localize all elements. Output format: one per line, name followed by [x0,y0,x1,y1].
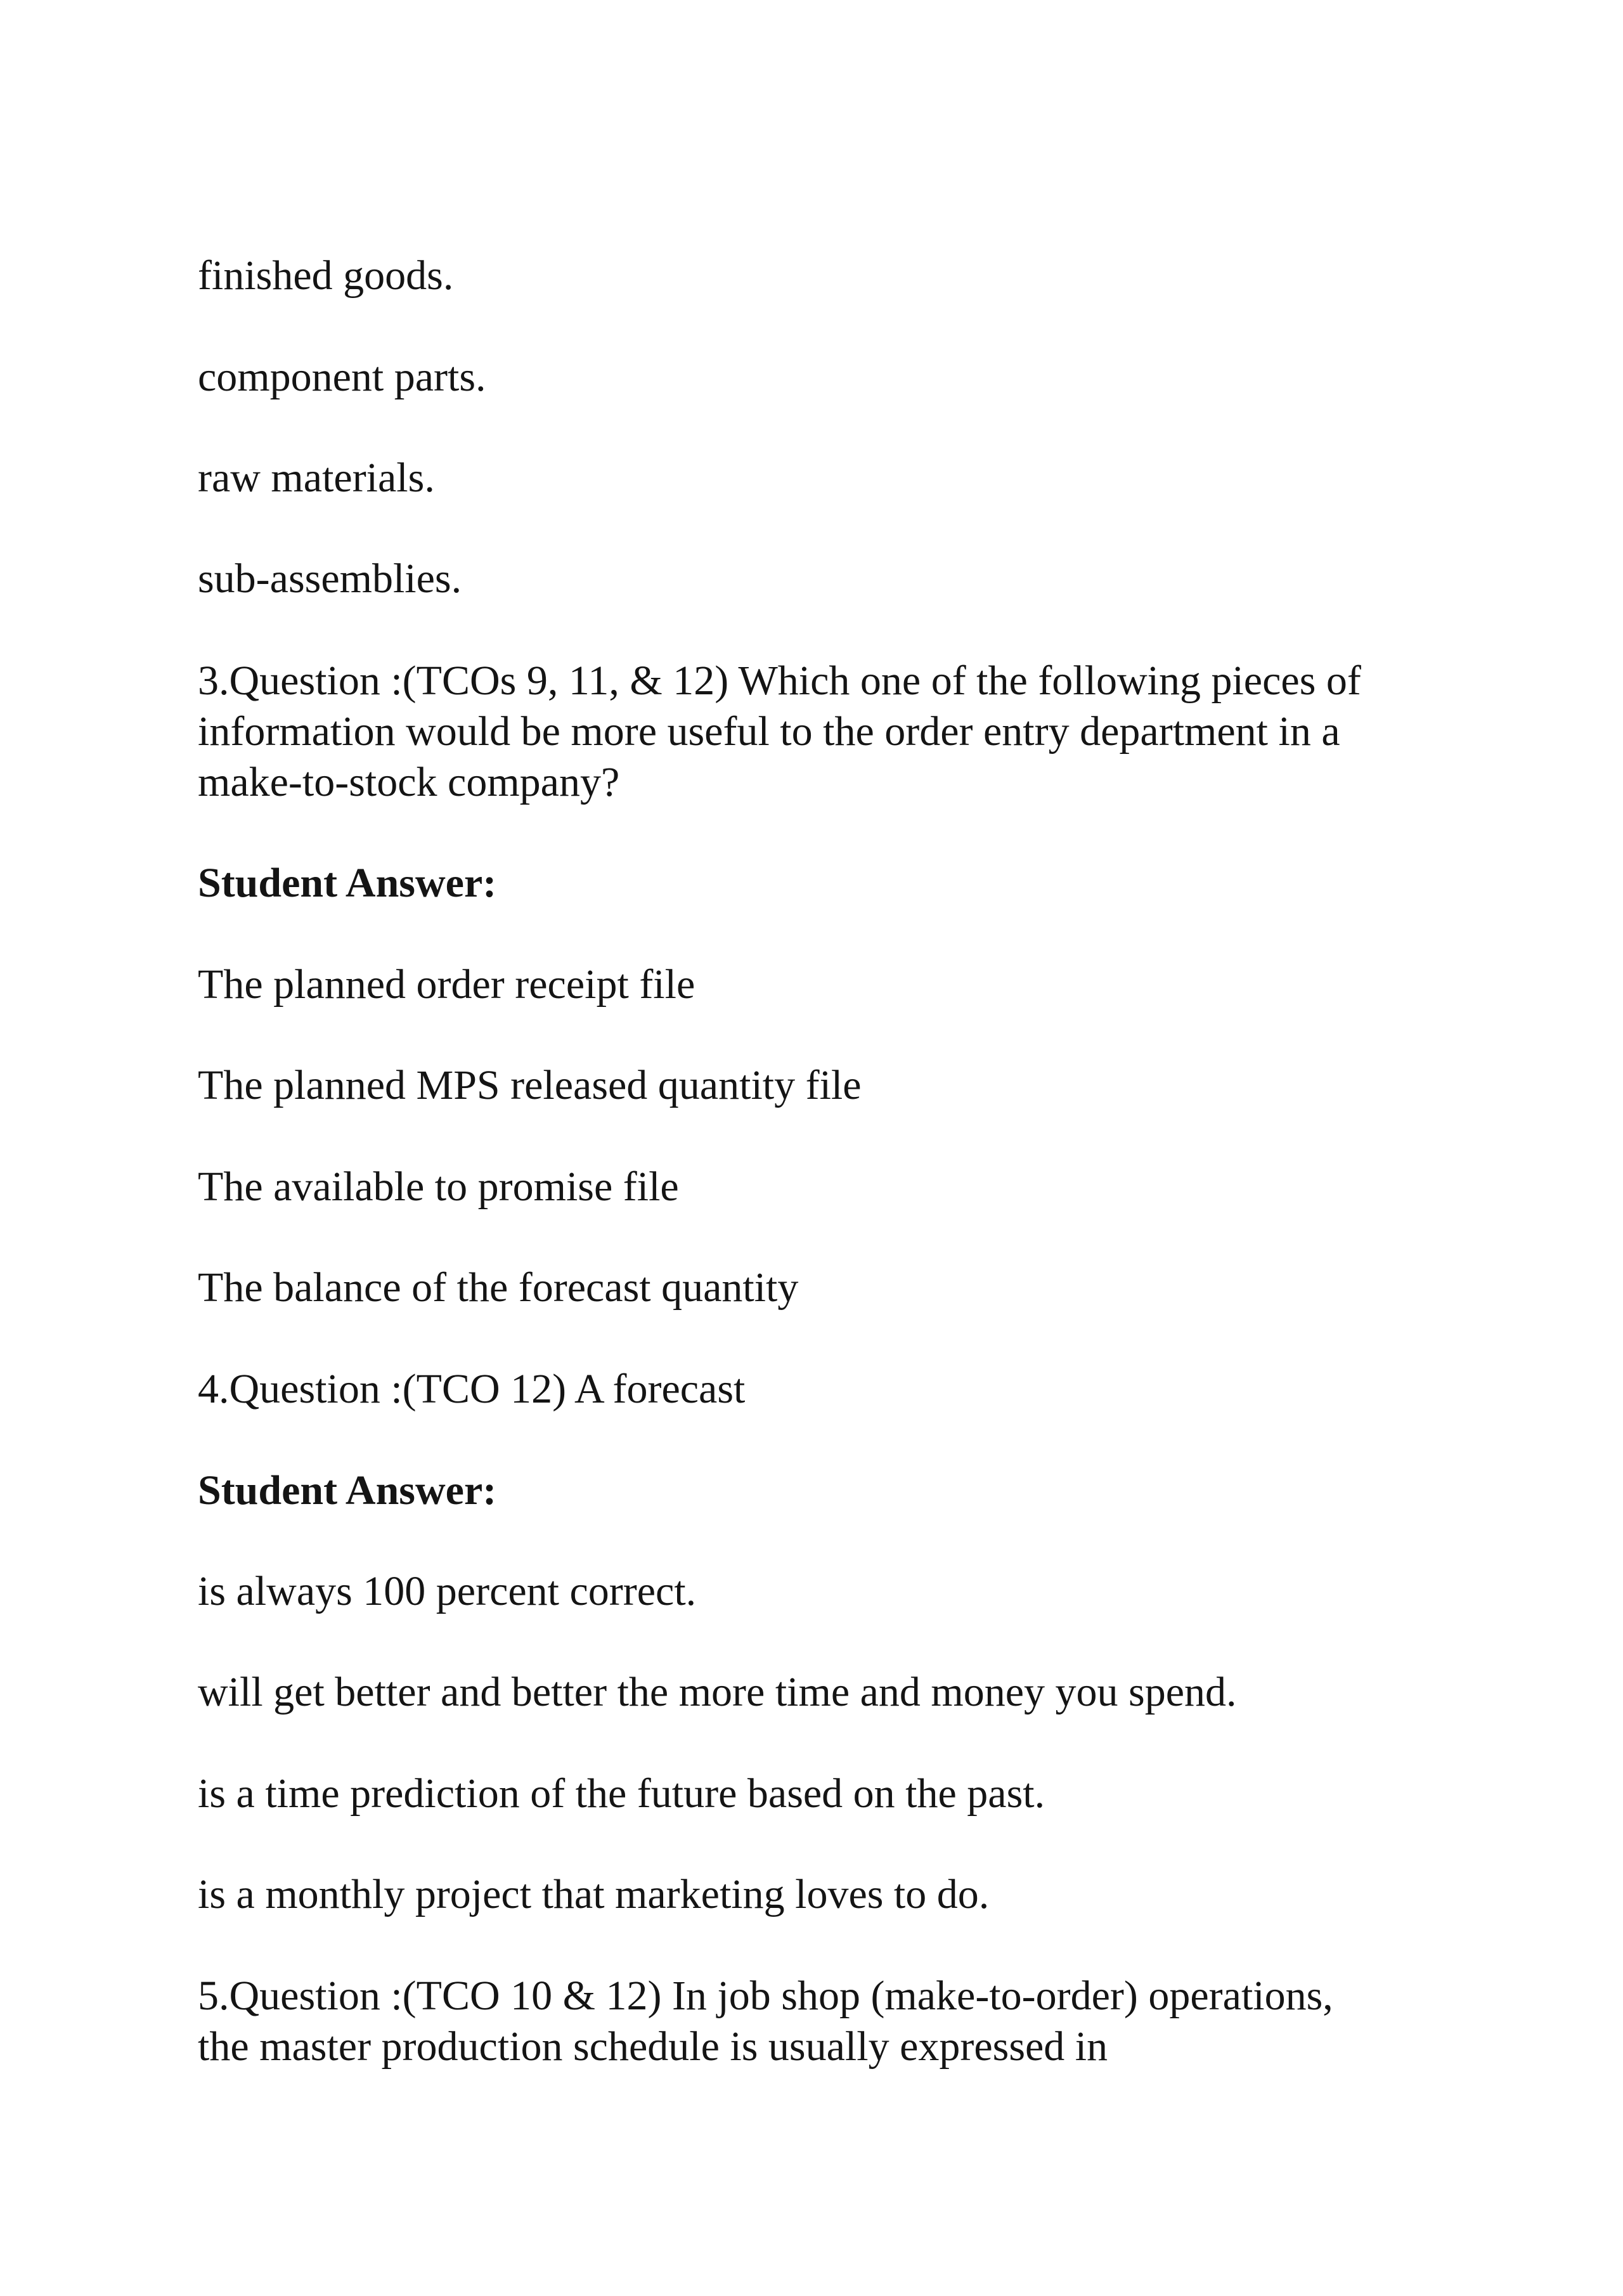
answer-option: component parts. [198,354,486,400]
answer-option: The balance of the forecast quantity [198,1264,799,1311]
answer-option: will get better and better the more time and money you spend. [198,1669,1237,1715]
answer-option: The available to promise file [198,1164,679,1210]
answer-option: sub-assemblies. [198,555,462,602]
student-answer-heading: Student Answer: [198,1467,497,1514]
answer-option: is always 100 percent correct. [198,1568,697,1614]
question-5-line-1: 5.Question :(TCO 10 & 12) In job shop (make-to-order) operations, [198,1973,1333,2019]
answer-option: is a time prediction of the future based on the past. [198,1770,1045,1817]
answer-option: is a monthly project that marketing loves to do. [198,1871,990,1917]
answer-option: finished goods. [198,252,454,299]
question-3-line-1: 3.Question :(TCOs 9, 11, & 12) Which one of the following pieces of [198,658,1361,704]
answer-option: The planned order receipt file [198,961,695,1008]
question-5-line-2: the master production schedule is usually expressed in [198,2023,1108,2070]
question-3-line-2: information would be more useful to the order entry department in a [198,708,1340,755]
student-answer-heading: Student Answer: [198,860,497,906]
answer-option: The planned MPS released quantity file [198,1062,862,1108]
question-3-line-3: make-to-stock company? [198,759,620,805]
question-4: 4.Question :(TCO 12) A forecast [198,1366,746,1412]
answer-option: raw materials. [198,455,435,501]
